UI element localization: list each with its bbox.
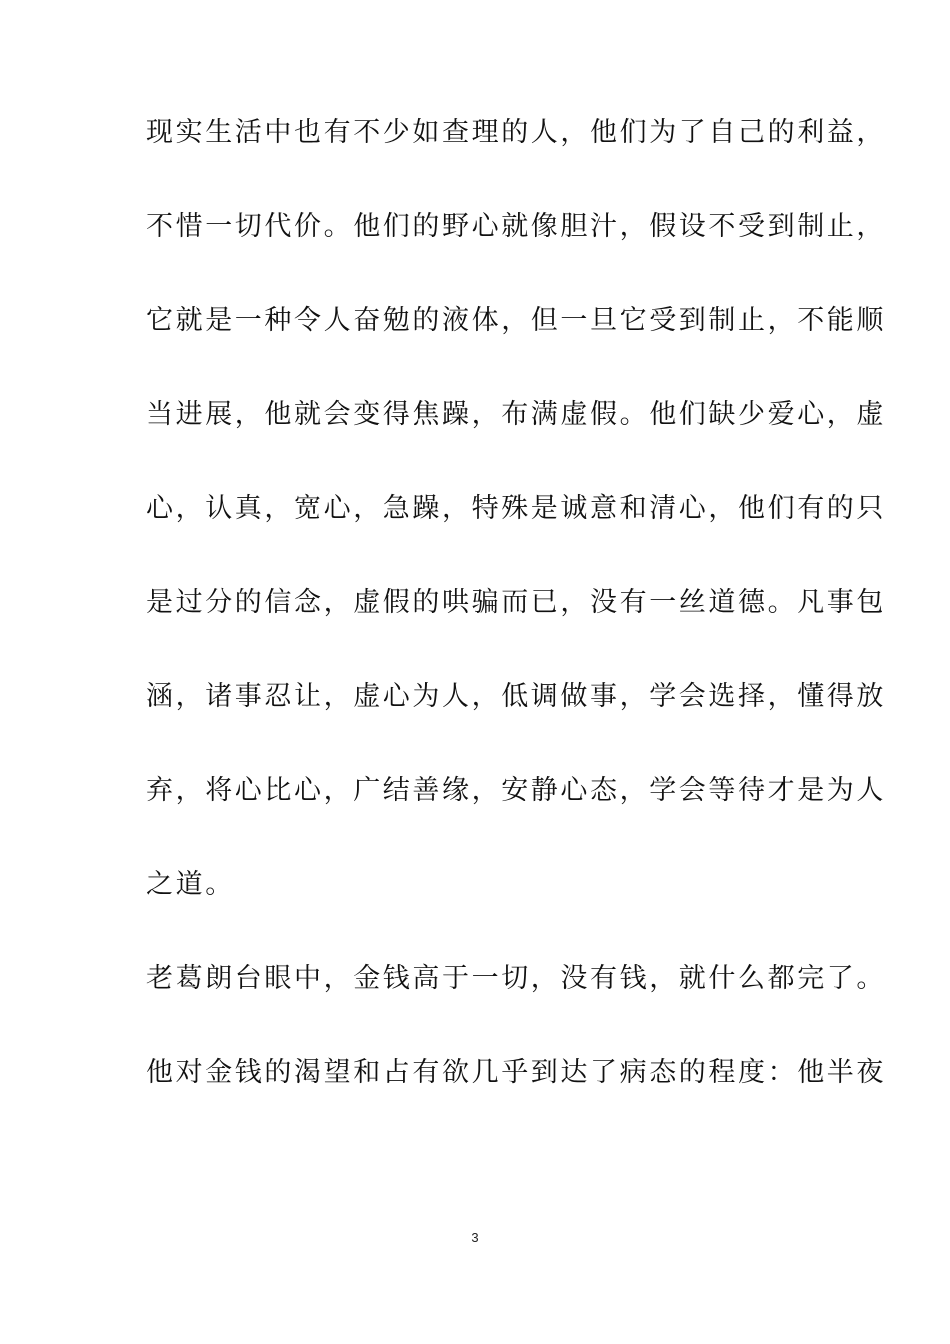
text-line: 是过分的信念，虚假的哄骗而已，没有一丝道德。凡事包 (146, 587, 886, 618)
text-line: 老葛朗台眼中，金钱高于一切，没有钱，就什么都完了。 (146, 963, 886, 994)
text-line: 他对金钱的渴望和占有欲几乎到达了病态的程度：他半夜 (146, 1057, 886, 1088)
text-line: 之道。 (146, 869, 235, 900)
text-line: 现实生活中也有不少如查理的人，他们为了自己的利益， (146, 117, 886, 148)
page-number: 3 (471, 1230, 479, 1245)
text-line: 不惜一切代价。他们的野心就像胆汁，假设不受到制止， (146, 211, 886, 242)
text-line: 弃，将心比心，广结善缘，安静心态，学会等待才是为人 (146, 775, 886, 806)
text-line: 涵，诸事忍让，虚心为人，低调做事，学会选择，懂得放 (146, 681, 886, 712)
text-line: 当进展，他就会变得焦躁，布满虚假。他们缺少爱心，虚 (146, 399, 886, 430)
text-line: 心，认真，宽心，急躁，特殊是诚意和清心，他们有的只 (146, 493, 886, 524)
text-line: 它就是一种令人奋勉的液体，但一旦它受到制止，不能顺 (146, 305, 886, 336)
